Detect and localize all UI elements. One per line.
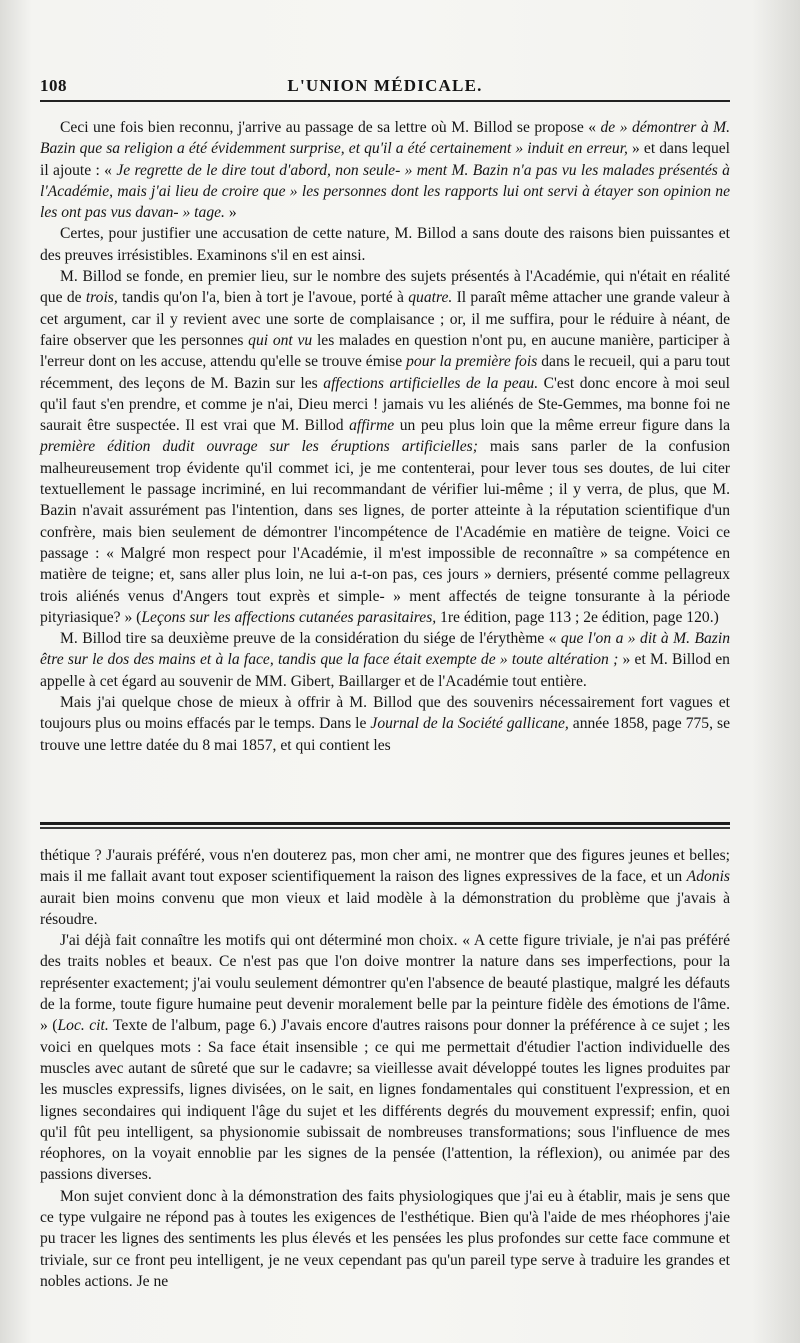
top-paragraph [40,628,730,692]
feuilleton-text [40,845,730,1292]
running-title: L'UNION MÉDICALE. [287,76,483,95]
text-run: Mais j'ai quelque chose de mieux à offrir à M. Billod que des souvenirs nécessairement fort vagues et toujours plus ou moins effacés par le temps. Dans le [40,694,730,733]
text-run: J'ai déjà fait connaître les motifs qui ont déterminé mon choix. « A cette figure triviale, je n'ai pas préféré des traits nobles et beaux. Ce n'est pas que l'on doive montrer la nature dans ses imperfections, pour la représenter exactement; j'ai voulu seulement démontrer qu'en l'absence de beauté plastique, malgré les défauts de la forme, toute figure humaine peut devenir moralement belle par la peinture fidèle des émotions de l'âme. » ( [40,932,730,1035]
article-continuation [40,117,730,756]
text-run: un peu plus loin que la même erreur figure dans la [394,417,731,435]
text-run: Certes, pour justifier une accusation de cette nature, M. Billod a sans doute des raisons bien puissantes et des preuves irrésistibles. Examinons s'il en est ainsi. [40,225,730,264]
text-run: mais sans parler de la confusion malheureusement trop évidente qu'il commet ici, je me contenterai, pour lever tous ses doutes, de lui citer textuellement le passage incriminé, en lui recommandant de vérifier lui-même ; il y verra, de plus, que M. Bazin n'avait assurément pas l'intention, dans ses lignes, de porter atteinte à la réputation scientifique d'un confrère, mais bien seulement de démontrer l'incompétence de l'Académie en matière de teigne. Voici ce passage : « Malgré mon respect pour l'Académie, il m'est impossible de reconnaître » sa compétence en matière de teigne; et, sans aller plus loin, ne lui a-t-on pas, ces jours » derniers, présenté comme pellagreux trois aliénés venus d'Angers tout exprès et simple- » ment affectés de teigne tonsurante à la période pityriasique? » ( [40,438,730,626]
text-run: les malades en question n'ont pu, en aucune manière, participer à l'erreur dont on les accuse, attendu qu'elle se trouve émise [40,331,731,371]
divider-bar-thin [40,827,730,829]
text-run: Texte de l'album, page 6.) J'avais encore d'autres raisons pour donner la préférence à ce sujet ; les voici en quelques mots : Sa face était insensible ; ce qui me permettait d'étudier l'action individuelle des muscles avec autant de sûreté que sur le cadavre; sa vieillesse avait développé toutes les lignes produites par les muscles expressifs, lignes divisées, on le sait, en lignes fondamentales qui constituent l'expression, et en lignes secondaires qui indiquent l'âge du sujet et les différents degrés du mouvement expressif; enfin, quoi qu'il fût peu intelligent, sa physionomie subissait de nombreuses transformations; sous l'influence de mes réophores, on la voyait ennoblie par les signes de la pensée (l'attention, la réflexion), ou animée par des passions diverses. [40,1017,730,1184]
text-run: » et M. Billod en appelle à cet égard au souvenir de MM. Gibert, Baillarger et de l'Académie tout entière. [40,651,730,690]
page-header [40,74,730,98]
italic-text: Leçons sur les affections cutanées parasitaires, [141,608,437,626]
text-run: tandis qu'on l'a, bien à tort je l'avoue, porté à [117,289,409,307]
italic-text: trois, [85,289,118,307]
text-run: Mon sujet convient donc à la démonstration des faits physiologiques que j'ai eu à établir, mais je sens que ce type vulgaire ne répond pas à toutes les exigences de l'esthétique. Bien qu'à l'aide de mes rhéophores j'aie pu tracer les lignes des sentiments les plus élevés et les pensées les plus profondes sur cette face commune et triviale, sur ce front peu intelligent, je ne veux cependant pas qu'un pareil type serve à traduire les grandes et nobles actions. Je ne [40,1187,730,1290]
bottom-paragraph [40,845,730,930]
italic-text: pour la première fois [406,353,538,371]
italic-text: que l'on a » dit à M. Bazin être sur le dos des mains et à la face, tandis que la face était exempte de » toute altération ; [40,630,730,669]
italic-text: de » démontrer à M. Bazin que sa religion a été évidemment surprise, et qu'il a été certainement » induit en erreur, [40,119,730,158]
text-run: dans le recueil, qui a paru tout récemment, des leçons de M. Bazin sur les [40,353,730,392]
text-run: aurait bien moins convenu que mon vieux et laid modèle à la démonstration du problème que j'avais à résoudre. [40,889,730,928]
top-paragraph [40,266,730,628]
text-run: M. Billod tire sa deuxième preuve de la considération du siége de l'érythème « [60,630,561,648]
italic-text: affirme [349,417,395,435]
text-run: » et dans lequel il ajoute : « [40,140,730,179]
text-run: C'est donc encore à moi seul qu'il faut s'en prendre, et comme je n'ai, Dieu merci ! jamais vu les aliénés de Ste-Gemmes, ma bonne foi ne saurait être suspectée. Il est vrai que M. Billod [40,374,731,435]
text-run: thétique ? J'aurais préféré, vous n'en douterez pas, mon cher ami, ne montrer que des figures jeunes et belles; mais il me fallait avant tout exposer scientifiquement la raison des lignes expressives de la face, et un [40,847,730,886]
section-divider [40,822,730,834]
italic-text: Journal de la Société gallicane, [370,715,569,733]
italic-text: qui ont vu [248,331,313,349]
text-run: Il paraît même attacher une grande valeur à cet argument, car il y revient avec une sorte de complaisance ; or, il me suffira, pour le réduire à néant, de faire observer que les personnes [40,289,730,349]
page-number: 108 [40,76,67,95]
italic-text: Adonis [686,868,730,886]
italic-text: première édition dudit ouvrage sur les éruptions artificielles; [40,438,478,456]
text-run: 1re édition, page 113 ; 2e édition, page 120.) [436,608,719,626]
top-paragraph [40,692,730,756]
text-run: M. Billod se fonde, en premier lieu, sur le nombre des sujets présentés à l'Académie, qui n'était en réalité que de [40,268,730,307]
bottom-paragraph [40,930,730,1186]
top-paragraph [40,223,730,266]
italic-text: affections artificielles de la peau. [323,374,539,392]
text-run: » [224,204,237,222]
bottom-paragraph [40,1186,730,1292]
top-paragraph [40,117,730,223]
divider-bar-thick [40,822,730,825]
italic-text: Je regrette de le dire tout d'abord, non seule- » ment M. Bazin n'a pas vu les malades présentés à l'Académie, mais j'ai lieu de croire que » les personnes dont les rapports lui ont servi à étayer son opinion ne les ont pas vus davan- » tage. [40,161,730,222]
text-run: année 1858, page 775, se trouve une lettre datée du 8 mai 1857, et qui contient les [40,715,730,754]
italic-text: quatre. [408,289,453,307]
header-rule [40,100,730,102]
italic-text: Loc. cit. [57,1017,109,1035]
text-run: Ceci une fois bien reconnu, j'arrive au passage de sa lettre où M. Billod se propose « [60,119,601,136]
